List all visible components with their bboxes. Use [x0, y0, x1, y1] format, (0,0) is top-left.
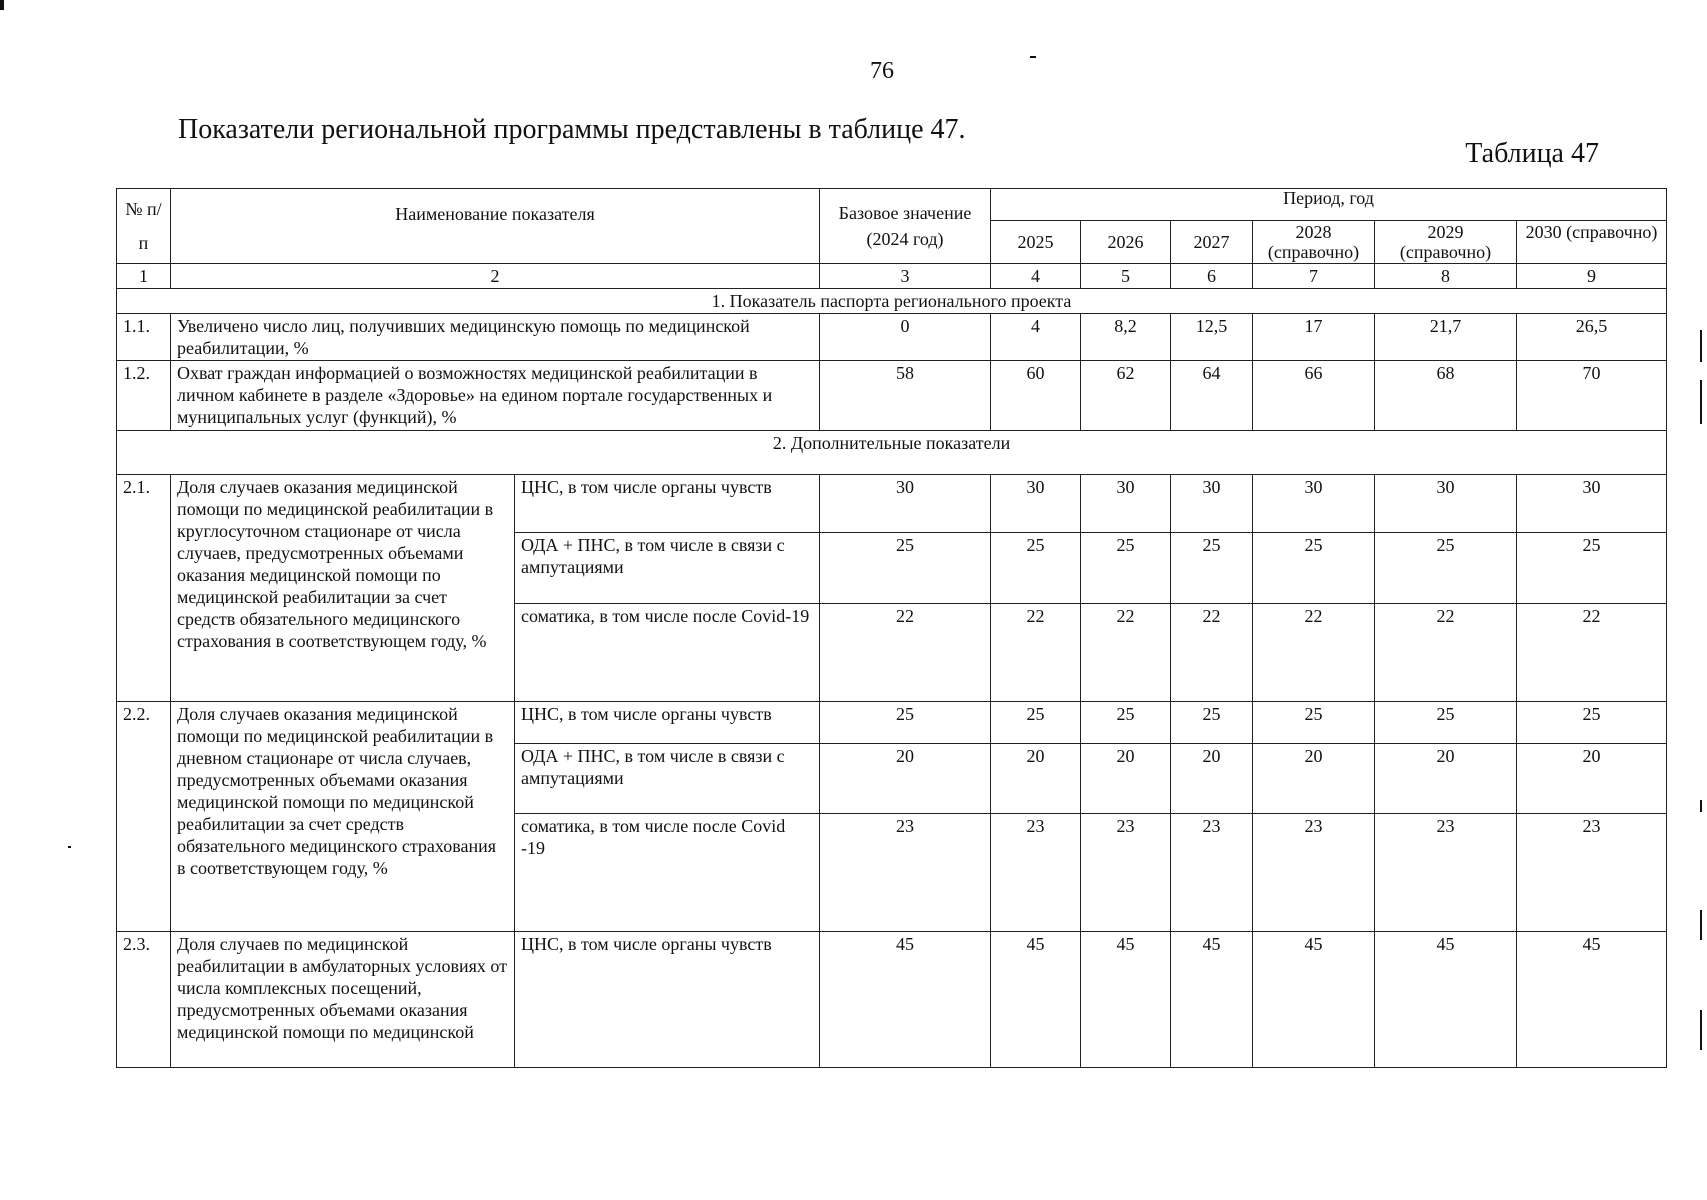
row-value: 22	[1375, 604, 1517, 702]
page-number: 76	[870, 58, 894, 84]
row-value: 25	[1517, 702, 1667, 744]
indicators-table	[116, 188, 1667, 1068]
header-year: 2030 (справочно)	[1517, 221, 1667, 264]
row-value: 20	[1375, 744, 1517, 814]
subrow-label: ЦНС, в том числе органы чувств	[515, 475, 820, 533]
row-value: 30	[991, 475, 1081, 533]
row-value: 25	[820, 702, 991, 744]
row-value: 45	[820, 932, 991, 1068]
column-number: 1	[117, 264, 171, 289]
section-title-row	[117, 289, 1667, 314]
row-value: 23	[1517, 814, 1667, 932]
header-year: 2027	[1171, 221, 1253, 264]
column-number: 7	[1253, 264, 1375, 289]
table-label: Таблица 47	[1465, 138, 1599, 169]
row-value: 8,2	[1081, 314, 1171, 361]
row-value: 22	[820, 604, 991, 702]
row-value: 45	[1375, 932, 1517, 1068]
row-value: 66	[1253, 361, 1375, 431]
row-value: 25	[1171, 702, 1253, 744]
scan-edge-mark-4	[1700, 910, 1702, 940]
scan-edge-mark-1	[1700, 330, 1702, 362]
subrow-label: ЦНС, в том числе органы чувств	[515, 932, 820, 1068]
row-value: 22	[991, 604, 1081, 702]
table-row	[117, 361, 1667, 431]
row-value: 68	[1375, 361, 1517, 431]
row-value: 58	[820, 361, 991, 431]
column-number: 8	[1375, 264, 1517, 289]
row-value: 25	[1081, 702, 1171, 744]
row-value: 17	[1253, 314, 1375, 361]
column-number: 5	[1081, 264, 1171, 289]
row-value: 60	[991, 361, 1081, 431]
row-value: 23	[820, 814, 991, 932]
row-value: 23	[1171, 814, 1253, 932]
row-value: 45	[1081, 932, 1171, 1068]
column-number: 3	[820, 264, 991, 289]
row-num: 2.1.	[117, 475, 171, 702]
section-title: 2. Дополнительные показатели	[117, 431, 1667, 475]
row-value: 30	[1081, 475, 1171, 533]
row-value: 20	[1517, 744, 1667, 814]
row-value: 25	[1253, 702, 1375, 744]
row-value: 21,7	[1375, 314, 1517, 361]
row-value: 45	[1171, 932, 1253, 1068]
row-value: 45	[991, 932, 1081, 1068]
column-number: 4	[991, 264, 1081, 289]
row-value: 25	[1171, 533, 1253, 604]
scan-edge-mark-5	[1700, 1010, 1702, 1050]
header-year: 2026	[1081, 221, 1171, 264]
row-name: Увеличено число лиц, получивших медицинскую помощь по медицинской реабилитации, %	[171, 314, 820, 361]
intro-text: Показатели региональной программы представлены в таблице 47.	[178, 114, 966, 145]
row-value: 23	[1253, 814, 1375, 932]
row-value: 20	[991, 744, 1081, 814]
row-value: 30	[820, 475, 991, 533]
row-value: 30	[1253, 475, 1375, 533]
header-base: Базовое значение (2024 год)	[820, 189, 991, 264]
scan-mark-small	[1030, 56, 1036, 58]
column-number: 6	[1171, 264, 1253, 289]
row-value: 22	[1081, 604, 1171, 702]
header-year: 2028 (справочно)	[1253, 221, 1375, 264]
section-title: 1. Показатель паспорта регионального проекта	[117, 289, 1667, 314]
row-value: 23	[1375, 814, 1517, 932]
header-year: 2025	[991, 221, 1081, 264]
row-value: 20	[820, 744, 991, 814]
column-number: 9	[1517, 264, 1667, 289]
row-value: 22	[1171, 604, 1253, 702]
row-value: 12,5	[1171, 314, 1253, 361]
scan-edge-mark-2	[1700, 380, 1702, 424]
row-value: 23	[991, 814, 1081, 932]
header-period: Период, год	[991, 189, 1667, 221]
row-value: 70	[1517, 361, 1667, 431]
row-value: 25	[1081, 533, 1171, 604]
row-num: 1.1.	[117, 314, 171, 361]
table-row	[117, 932, 1667, 1068]
row-value: 0	[820, 314, 991, 361]
row-value: 20	[1171, 744, 1253, 814]
row-value: 25	[1517, 533, 1667, 604]
row-value: 30	[1517, 475, 1667, 533]
header-num: № п/п	[117, 189, 171, 264]
row-value: 25	[820, 533, 991, 604]
header-row-1	[117, 189, 1667, 221]
row-value: 64	[1171, 361, 1253, 431]
row-value: 25	[1253, 533, 1375, 604]
row-num: 1.2.	[117, 361, 171, 431]
row-value: 45	[1253, 932, 1375, 1068]
row-name: Охват граждан информацией о возможностях медицинской реабилитации в личном кабинете в разделе «Здоровье» на едином портале государственных и муниципальных услуг (функций), %	[171, 361, 820, 431]
scan-mark-left	[68, 846, 71, 848]
row-value: 22	[1253, 604, 1375, 702]
column-numbers-row	[117, 264, 1667, 289]
row-name: Доля случаев оказания медицинской помощи по медицинской реабилитации в дневном стационаре от числа случаев, предусмотренных объемами оказания медицинской помощи по медицинской реабилитации за счет средств обязательного медицинского страхования в соответствующем году, %	[171, 702, 515, 932]
row-value: 25	[991, 702, 1081, 744]
row-value: 22	[1517, 604, 1667, 702]
subrow-label: ЦНС, в том числе органы чувств	[515, 702, 820, 744]
row-value: 45	[1517, 932, 1667, 1068]
row-num: 2.2.	[117, 702, 171, 932]
row-value: 23	[1081, 814, 1171, 932]
row-value: 25	[991, 533, 1081, 604]
row-value: 26,5	[1517, 314, 1667, 361]
column-number: 2	[171, 264, 820, 289]
row-value: 20	[1081, 744, 1171, 814]
row-value: 30	[1375, 475, 1517, 533]
row-name: Доля случаев по медицинской реабилитации в амбулаторных условиях от числа комплексных посещений, предусмотренных объемами оказания медицинской помощи по медицинской	[171, 932, 515, 1068]
row-name: Доля случаев оказания медицинской помощи по медицинской реабилитации в круглосуточном стационаре от числа случаев, предусмотренных объемами оказания медицинской помощи по медицинской реабилитации за счет средств обязательного медицинского страхования в соответствующем году, %	[171, 475, 515, 702]
table-row	[117, 314, 1667, 361]
row-value: 4	[991, 314, 1081, 361]
scan-mark-top-left	[0, 0, 4, 10]
table-row	[117, 702, 1667, 744]
row-value: 20	[1253, 744, 1375, 814]
section-title-row	[117, 431, 1667, 475]
subrow-label: ОДА + ПНС, в том числе в связи с ампутациями	[515, 744, 820, 814]
scan-edge-mark-3	[1700, 800, 1702, 812]
subrow-label: соматика, в том числе после Covid-19	[515, 604, 820, 702]
header-year: 2029 (справочно)	[1375, 221, 1517, 264]
table-row	[117, 475, 1667, 533]
row-num: 2.3.	[117, 932, 171, 1068]
row-value: 25	[1375, 702, 1517, 744]
subrow-label: ОДА + ПНС, в том числе в связи с ампутациями	[515, 533, 820, 604]
subrow-label: соматика, в том числе после Covid -19	[515, 814, 820, 932]
row-value: 62	[1081, 361, 1171, 431]
header-name: Наименование показателя	[171, 189, 820, 264]
row-value: 25	[1375, 533, 1517, 604]
row-value: 30	[1171, 475, 1253, 533]
